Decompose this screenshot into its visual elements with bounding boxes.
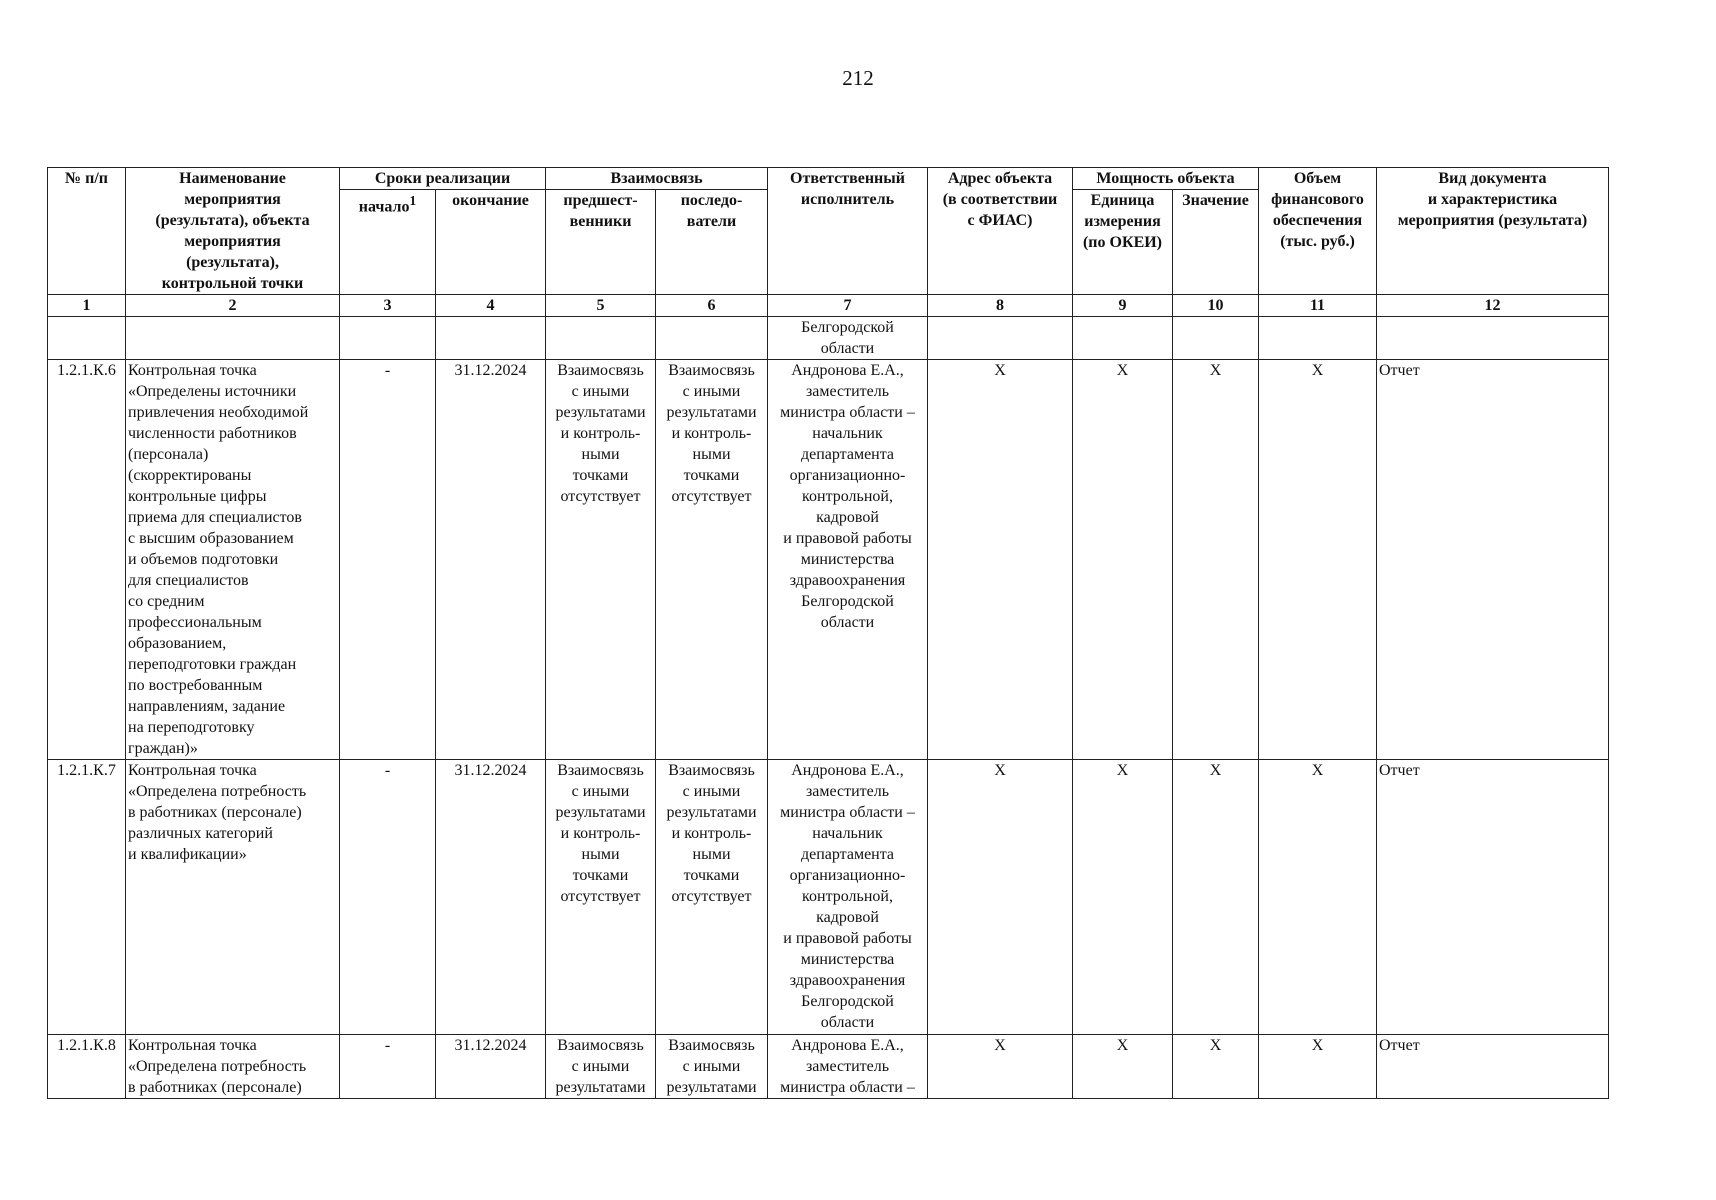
column-number: 2	[126, 295, 340, 317]
empty-cell	[126, 317, 340, 360]
cell-start: -	[340, 360, 436, 760]
header-doctype: Вид документа и характеристика мероприятия (результата)	[1377, 168, 1609, 295]
header-relation-next: последо- ватели	[656, 190, 768, 295]
cell-name: Контрольная точка «Определена потребность в работниках (персонале) различных категорий и квалификации»	[126, 760, 340, 1035]
header-terms-start-footnote: 1	[409, 193, 417, 208]
header-capacity-value: Значение	[1173, 190, 1259, 295]
cell-doctype: Отчет	[1377, 1035, 1609, 1099]
column-number: 7	[768, 295, 928, 317]
cell-value: X	[1173, 760, 1259, 1035]
empty-cell	[1377, 317, 1609, 360]
cell-value: X	[1173, 360, 1259, 760]
header-capacity-unit: Единица измерения (по ОКЕИ)	[1073, 190, 1173, 295]
cell-unit: X	[1073, 360, 1173, 760]
empty-cell	[1259, 317, 1377, 360]
table-row-continuation	[48, 317, 1609, 360]
activities-table	[47, 167, 1609, 1099]
cell-name: Контрольная точка «Определены источники привлечения необходимой численности работников (персонала) (скорректированы контрольные цифры приема для специалистов с высшим образованием и объемов подготовки для специалистов со средним профессиональным образованием, переподготовки граждан по востребованным направлениям, задание на переподготовку граждан)»	[126, 360, 340, 760]
column-number: 6	[656, 295, 768, 317]
cell-unit: X	[1073, 760, 1173, 1035]
cell-end: 31.12.2024	[436, 760, 546, 1035]
header-responsible: Ответственный исполнитель	[768, 168, 928, 295]
cell-unit: X	[1073, 1035, 1173, 1099]
cell-start: -	[340, 760, 436, 1035]
header-terms-start	[340, 190, 436, 295]
cell-end: 31.12.2024	[436, 1035, 546, 1099]
cell-doctype: Отчет	[1377, 360, 1609, 760]
empty-cell	[436, 317, 546, 360]
empty-cell	[656, 317, 768, 360]
cell-finance: X	[1259, 360, 1377, 760]
table-row	[48, 760, 1609, 1035]
cell-next: Взаимосвязь с иными результатами и контроль- ными точками отсутствует	[656, 360, 768, 760]
header-finance: Объем финансового обеспечения (тыс. руб.)	[1259, 168, 1377, 295]
cell-prev: Взаимосвязь с иными результатами и контроль- ными точками отсутствует	[546, 360, 656, 760]
column-number: 8	[928, 295, 1073, 317]
header-row-top	[48, 168, 1609, 190]
cell-responsible: Андронова Е.А., заместитель министра области – начальник департамента организационно- контрольной, кадровой и правовой работы министерства здравоохранения Белгородской области	[768, 760, 928, 1035]
column-number: 5	[546, 295, 656, 317]
header-terms-end: окончание	[436, 190, 546, 295]
header-terms: Сроки реализации	[340, 168, 546, 190]
empty-cell	[340, 317, 436, 360]
cell-responsible: Белгородской области	[768, 317, 928, 360]
header-num: № п/п	[48, 168, 126, 295]
header-relation: Взаимосвязь	[546, 168, 768, 190]
header-capacity: Мощность объекта	[1073, 168, 1259, 190]
column-number: 9	[1073, 295, 1173, 317]
header-terms-start-label: начало	[358, 198, 410, 216]
cell-next: Взаимосвязь с иными результатами и контроль- ными точками отсутствует	[656, 760, 768, 1035]
column-number: 12	[1377, 295, 1609, 317]
cell-num: 1.2.1.К.7	[48, 760, 126, 1035]
cell-prev: Взаимосвязь с иными результатами и контроль- ными точками отсутствует	[546, 760, 656, 1035]
column-number: 10	[1173, 295, 1259, 317]
cell-finance: X	[1259, 760, 1377, 1035]
cell-responsible: Андронова Е.А., заместитель министра области –	[768, 1035, 928, 1099]
cell-num: 1.2.1.К.8	[48, 1035, 126, 1099]
header-relation-prev: предшест- венники	[546, 190, 656, 295]
table-row	[48, 1035, 1609, 1099]
empty-cell	[546, 317, 656, 360]
cell-name: Контрольная точка «Определена потребность в работниках (персонале)	[126, 1035, 340, 1099]
header-address: Адрес объекта (в соответствии с ФИАС)	[928, 168, 1073, 295]
column-number: 11	[1259, 295, 1377, 317]
column-number: 3	[340, 295, 436, 317]
column-number: 1	[48, 295, 126, 317]
column-number-row	[48, 295, 1609, 317]
cell-start: -	[340, 1035, 436, 1099]
cell-address: X	[928, 760, 1073, 1035]
column-number: 4	[436, 295, 546, 317]
cell-prev: Взаимосвязь с иными результатами	[546, 1035, 656, 1099]
page-number: 212	[842, 66, 874, 90]
cell-end: 31.12.2024	[436, 360, 546, 760]
cell-finance: X	[1259, 1035, 1377, 1099]
cell-value: X	[1173, 1035, 1259, 1099]
empty-cell	[928, 317, 1073, 360]
empty-cell	[1173, 317, 1259, 360]
header-name: Наименование мероприятия (результата), объекта мероприятия (результата), контрольной точки	[126, 168, 340, 295]
cell-address: X	[928, 360, 1073, 760]
table-row	[48, 360, 1609, 760]
cell-address: X	[928, 1035, 1073, 1099]
cell-doctype: Отчет	[1377, 760, 1609, 1035]
empty-cell	[48, 317, 126, 360]
cell-num: 1.2.1.К.6	[48, 360, 126, 760]
cell-next: Взаимосвязь с иными результатами	[656, 1035, 768, 1099]
cell-responsible: Андронова Е.А., заместитель министра области – начальник департамента организационно- контрольной, кадровой и правовой работы министерства здравоохранения Белгородской области	[768, 360, 928, 760]
empty-cell	[1073, 317, 1173, 360]
